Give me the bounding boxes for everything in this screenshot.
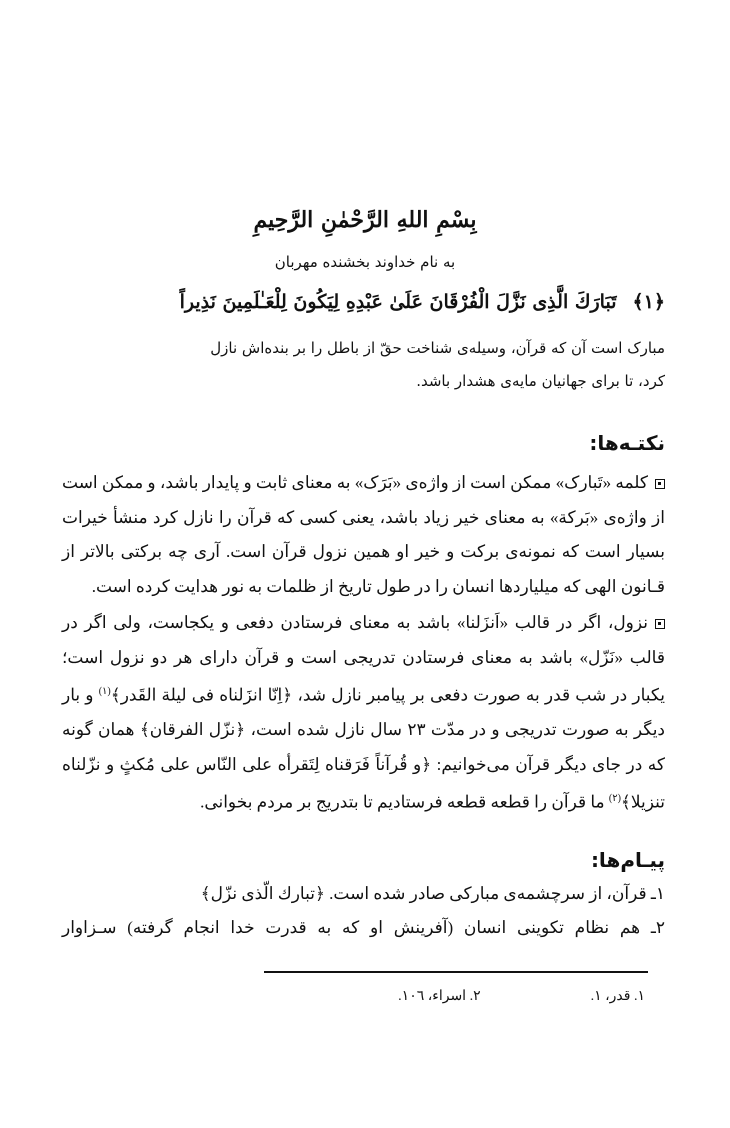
verse-translation: مبارک است آن که قرآن، وسیله‌ی شناخت حقّ از باطل را بر بنده‌اش نازل کرد، تا برای جهانیان مایه‌ی هشدار باشد.	[210, 339, 665, 390]
footnote-1: ١. قدر، ١.	[590, 989, 645, 1004]
footnote-ref-1[interactable]: (١)	[98, 686, 111, 697]
notes-section	[62, 466, 665, 820]
note-text: کلمه «تَبارک» ممکن است از واژه‌ی «بَرَک» به معنای ثابت و پایدار باشد، و ممکن است از واژه‌ی «بَرکة» به معنای خیر زیاد باشد، یعنی کسی که قرآن را نازل کرد منشأ خیرات بسیار است که نمونه‌ی برکت و خیر او همین نزول قرآن است. آری چه برکتی بالاتر از قـانون الهی که میلیاردها انسان را در طول تاریخ از ظلمات به نور هدایت کرده است.	[62, 473, 665, 596]
verse-number: ﴿١﴾	[632, 291, 665, 313]
verse-arabic-text: تَبَارَكَ الَّذِى نَزَّلَ الْفُرْقَانَ عَلَىٰ عَبْدِهِ لِيَكُونَ لِلْعَـٰلَمِينَ نَذِيراً	[179, 291, 617, 313]
square-bullet-icon	[655, 619, 665, 629]
messages-heading: پیـام‌ها:	[590, 848, 665, 872]
note-text: و بار دیگر به صورت تدریجی و در مدّت ٢٣ سال نازل شده است، ﴿نزّل الفرقان﴾ همان گونه که در جای دیگر قرآن می‌خوانیم: ﴿و قُرآناً فَرَقناه لِتَقرأه علی النّاس علی مُکثٍ و نزّلناه تنزیلا﴾	[62, 685, 665, 812]
notes-heading: نکتـه‌ها:	[589, 431, 665, 455]
footnotes	[398, 987, 645, 1007]
footnote-divider	[264, 971, 648, 973]
square-bullet-icon	[655, 479, 665, 489]
footnote-ref-2[interactable]: (٢)	[608, 793, 621, 805]
quran-verse	[80, 282, 665, 322]
note-text: نزول، اگر در قالب «اَنزَلنا» باشد به معنای فرستادن دفعی و یکجاست، ولی اگر در قالب «نَزّل» باشد به معنای فرستادن تدریجی است و قرآن دارای هر دو نزول است؛ یکبار در شب قدر به صورت دفعی بر پیامبر نازل شد، ﴿اِنّا انزَلناه فی لیلة القَدر﴾	[62, 613, 665, 705]
messages-section	[62, 877, 665, 945]
message-item: ١ـ قرآن، از سرچشمه‌ی مبارکی صادر شده است. ﴿تبارك الّذی نزّل﴾	[200, 884, 665, 903]
note-item	[62, 606, 665, 820]
message-item: ٢ـ هم نظام تکوینی انسان (آفرینش او که به قدرت خدا انجام گرفته) سـزاوار	[62, 918, 665, 937]
note-item	[62, 466, 665, 604]
note-text: ما قرآن را قطعه قطعه فرستادیم تا بتدریج بر مردم بخوانی.	[200, 792, 609, 812]
bismillah-translation: به نام خداوند بخشنده مهربان	[274, 253, 456, 271]
footnote-2: ٢. اسراء، ١٠٦.	[398, 989, 481, 1004]
bismillah-heading: بِسْمِ اللهِ الرَّحْمٰنِ الرَّحِيمِ	[253, 207, 477, 233]
